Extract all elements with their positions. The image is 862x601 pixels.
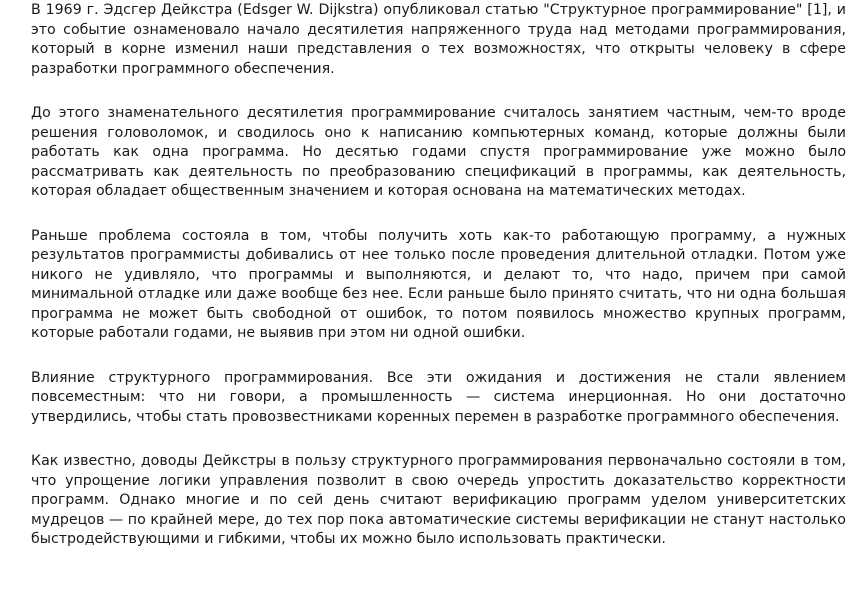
paragraph-debugging: Раньше проблема состояла в том, чтобы получить хоть как-то работающую программу, а нужных результатов программисты добивались от нее только после проведения длительной отладки. Потом уже никого не удивляло, что программы и выполняются, и делают то, что надо, причем при самой минимальной отладке или даже вообще без нее. Если раньше было принято считать, что ни одна большая программа не может быть свободной от ошибок, то потом появилось множество крупных программ, которые работали годами, не выявив при этом ни одной ошибки.: [31, 227, 846, 341]
paragraph-before-decade: До этого знаменательного десятилетия программирование считалось занятием частным, чем-то вроде решения головоломок, и сводилось оно к написанию компьютерных команд, которые должны были работать как одна программа. Но десятью годами спустя программирование уже можно было рассматривать как деятельность по преобразованию спецификаций в программы, как деятельность, которая обладает общественным значением и которая основана на математических методах.: [31, 105, 846, 199]
paragraph-influence: Влияние структурного программирования. Все эти ожидания и достижения не стали явлением повсеместным: что ни говори, а промышленность — система инерционная. Но они достаточно утвердились, чтобы стать провозвестниками коренных перемен в разработке программного обеспечения.: [31, 369, 846, 425]
paragraph-dijkstra-1969: В 1969 г. Эдсгер Дейкстра (Edsger W. Dijkstra) опубликовал статью "Структурное программирование" [1], и это событие ознаменовало начало десятилетия напряженного труда над методами программирования, который в корне изменил наши представления о тех возможностях, что открыты человеку в сфере разработки программного обеспечения.: [31, 2, 846, 77]
paragraph-verification: Как известно, доводы Дейкстры в пользу структурного программирования первоначально состояли в том, что упрощение логики управления позволит в свою очередь упростить доказательство корректности программ. Однако многие и по сей день считают верификацию программ уделом университетских мудрецов — по крайней мере, до тех пор пока автоматические системы верификации не станут настолько быстродействующими и гибкими, чтобы их можно было использовать практически.: [31, 453, 846, 547]
article-body: [31, 1, 846, 575]
